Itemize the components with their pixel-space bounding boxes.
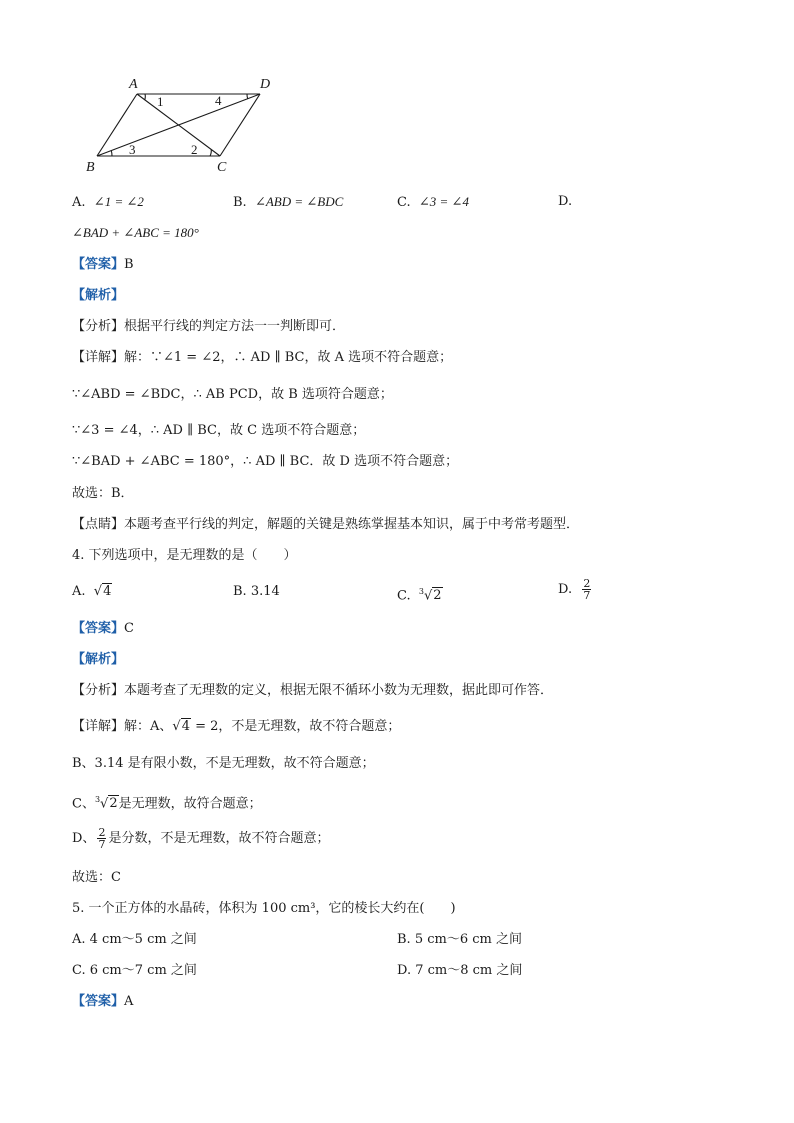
vertex-label-c: C — [217, 160, 227, 174]
q3-choose: 故选：B． — [72, 486, 134, 501]
option-text: ∠3 = ∠4 — [418, 194, 469, 209]
parallelogram-figure — [82, 72, 282, 174]
comment-tag: 【点睛】 — [72, 517, 125, 532]
q4-detail-a: 【详解】解：A、√4 = 2，不是无理数，故不符合题意； — [72, 719, 401, 734]
q4-option-b — [233, 583, 280, 601]
q4-option-a: A. √4 — [72, 584, 112, 599]
q4-fenxi — [72, 682, 553, 700]
q3-detail-2: ∵∠ABD = ∠BDC，∴ AB PCD，故 B 选项符合题意； — [72, 387, 393, 402]
root-radicand: 2 — [109, 796, 118, 812]
option-label: D. — [558, 582, 573, 597]
q3-option-b — [233, 193, 343, 212]
detail-text: 解：∵∠1 = ∠2，∴ AD ∥ BC，故 A 选项不符合题意； — [124, 350, 453, 365]
q4-stem: 4. 下列选项中，是无理数的是（ ） — [72, 548, 297, 563]
answer-value: C — [124, 621, 134, 636]
q4-analysis — [72, 651, 124, 669]
q3-detail-3: ∵∠3 = ∠4，∴ AD ∥ BC，故 C 选项不符合题意； — [72, 423, 366, 438]
q4-choose: 故选：C — [72, 870, 121, 885]
analysis-tag: 【解析】 — [72, 288, 125, 303]
edge-dc — [220, 94, 260, 156]
q5-stem: 5. 一个正方体的水晶砖，体积为 100 cm³，它的棱长大约在( ) — [72, 901, 456, 916]
fraction — [97, 827, 106, 850]
option-label: C. — [397, 195, 411, 210]
sqrt-radicand: 4 — [181, 719, 190, 734]
q4-option-d — [558, 578, 593, 601]
option-label: A. — [72, 195, 86, 210]
q3-option-a — [72, 193, 144, 212]
angle-arc-2 — [210, 149, 211, 156]
answer-tag: 【答案】 — [72, 994, 125, 1009]
angle-label-3: 3 — [129, 142, 136, 157]
q4-option-c: C. $^3$√2 — [397, 587, 442, 604]
detail-text: 是分数，不是无理数，故不符合题意； — [108, 831, 330, 846]
q5-option-a: A. 4 cm～5 cm 之间 — [72, 932, 197, 947]
answer-tag: 【答案】 — [72, 257, 125, 272]
fraction — [582, 578, 591, 601]
option-text: ∠ABD = ∠BDC — [254, 194, 344, 209]
root-radicand: 2 — [433, 588, 442, 604]
detail-text: 是无理数，故符合题意； — [118, 796, 262, 812]
vertex-label-d: D — [260, 77, 271, 92]
q5-option-b: B. 5 cm～6 cm 之间 — [397, 932, 522, 947]
detail-text: = 2，不是无理数，故不符合题意； — [190, 719, 401, 734]
q3-fenxi — [72, 318, 345, 336]
detail-tag: 【详解】 — [72, 719, 125, 734]
q3-analysis — [72, 287, 124, 305]
option-text: ∠1 = ∠2 — [93, 194, 144, 209]
detail-prefix: D、 — [72, 831, 96, 846]
diagonal-bd — [97, 94, 260, 156]
fenxi-tag: 【分析】 — [72, 319, 125, 334]
answer-tag: 【答案】 — [72, 621, 125, 636]
q3-answer — [72, 256, 134, 274]
angle-arc-4 — [247, 94, 248, 99]
fraction-numerator: 2 — [583, 577, 591, 590]
q3-option-c — [397, 193, 469, 212]
q4-answer — [72, 620, 134, 638]
fenxi-tag: 【分析】 — [72, 683, 125, 698]
angle-arc-3 — [111, 151, 112, 157]
angle-arc-1 — [145, 94, 146, 100]
answer-value: A — [124, 994, 134, 1009]
option-label: D. — [558, 194, 573, 209]
detail-prefix: 解：A、 — [124, 719, 173, 734]
detail-prefix: C、 — [72, 796, 95, 812]
angle-label-4: 4 — [215, 93, 222, 108]
q5-option-c: C. 6 cm～7 cm 之间 — [72, 963, 197, 978]
comment-text: 本题考查平行线的判定，解题的关键是熟练掌握基本知识，属于中考常考题型． — [124, 517, 580, 532]
angle-label-1: 1 — [157, 94, 164, 109]
answer-value: B — [124, 257, 134, 272]
fraction-numerator: 2 — [98, 826, 106, 839]
q5-option-d: D. 7 cm～8 cm 之间 — [397, 963, 523, 978]
angle-label-2: 2 — [191, 142, 198, 157]
fraction-denominator: 7 — [98, 838, 106, 851]
root-index: 3 — [94, 795, 101, 804]
analysis-tag: 【解析】 — [72, 652, 125, 667]
q5-answer — [72, 993, 133, 1011]
option-label: A. — [72, 584, 86, 599]
option-label: B. — [233, 195, 247, 210]
q3-comment — [72, 516, 579, 534]
option-label: B. — [233, 584, 247, 599]
fraction-denominator: 7 — [583, 589, 591, 602]
q4-detail-c: C、$^3$√2是无理数，故符合题意； — [72, 795, 262, 812]
q4-detail-d — [72, 827, 329, 851]
fenxi-text: 根据平行线的判定方法一一判断即可． — [124, 319, 346, 334]
q3-option-d-text: ∠BAD + ∠ABC = 180° — [72, 225, 199, 240]
detail-tag: 【详解】 — [72, 350, 125, 365]
q4-detail-b: B、3.14 是有限小数，不是无理数，故不符合题意； — [72, 756, 375, 771]
root-index: 3 — [418, 587, 424, 596]
sqrt-radicand: 4 — [103, 584, 112, 599]
vertex-label-a: A — [129, 77, 138, 92]
q3-detail-1 — [72, 349, 452, 367]
vertex-label-b: B — [86, 160, 95, 174]
fenxi-text: 本题考查了无理数的定义，根据无限不循环小数为无理数，据此即可作答． — [124, 683, 554, 698]
option-text: 3.14 — [250, 584, 280, 599]
option-label: C. — [397, 588, 411, 604]
q3-option-d-label — [558, 193, 572, 211]
q3-detail-4: ∵∠BAD + ∠ABC = 180°，∴ AD ∥ BC．故 D 选项不符合题意； — [72, 454, 459, 469]
